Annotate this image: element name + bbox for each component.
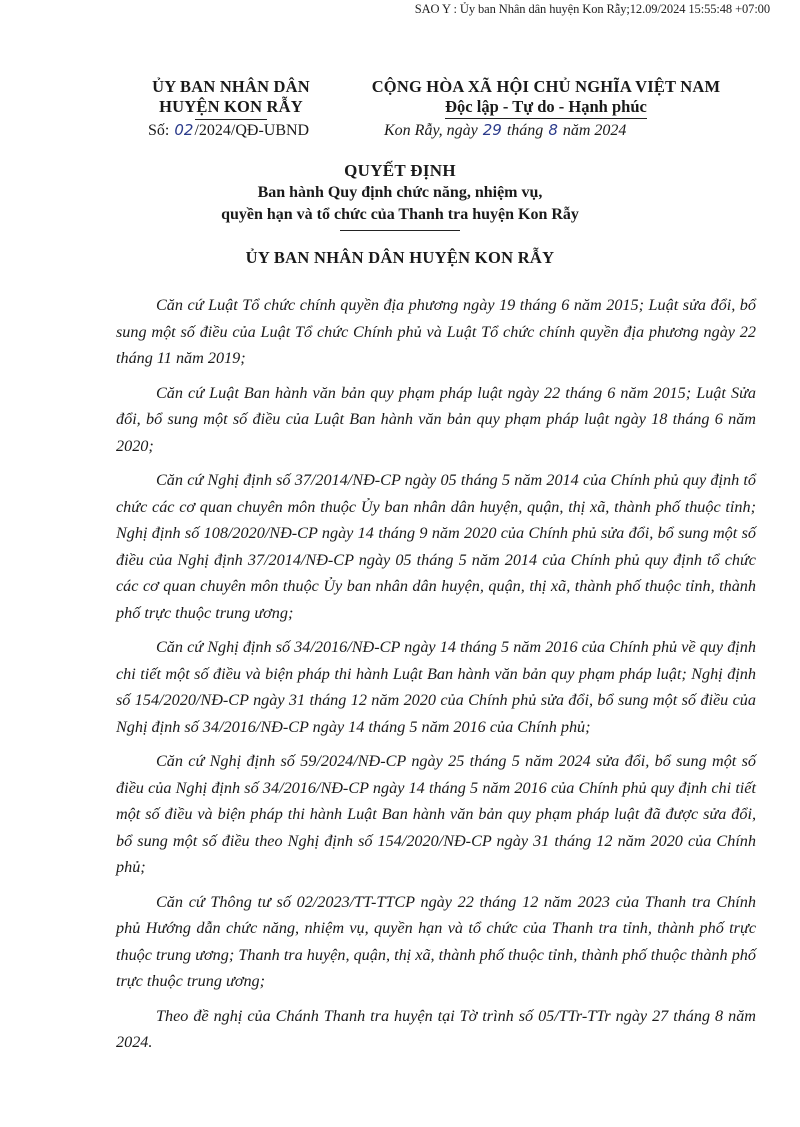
org-line-2: HUYỆN KON RẪY: [159, 97, 303, 116]
org-underline: [195, 119, 267, 120]
legal-basis-paragraph: Căn cứ Luật Ban hành văn bản quy phạm pháp luật ngày 22 tháng 6 năm 2015; Luật Sửa đổi, bổ sung một số điều của Luật Ban hành văn bản quy phạm pháp luật ngày 18 tháng 6 năm 2020;: [116, 383, 756, 455]
handwritten-number: 02: [174, 121, 194, 139]
handwritten-day: 29: [482, 121, 502, 139]
nation-name: CỘNG HÒA XÃ HỘI CHỦ NGHĨA VIỆT NAM: [371, 77, 721, 96]
legal-basis-paragraph: Căn cứ Nghị định số 59/2024/NĐ-CP ngày 25 tháng 5 năm 2024 sửa đổi, bổ sung một số điều của Nghị định số 34/2016/NĐ-CP ngày 14 tháng 5 năm 2016 của Chính phủ quy định chi tiết một số điều và biện pháp thi hành Luật Ban hành văn bản quy phạm pháp luật đã được sửa đổi, bổ sung một số điều theo Nghị định số 154/2020/NĐ-CP ngày 31 tháng 12 năm 2020 của Chính phủ;: [116, 752, 756, 876]
legal-bases: [116, 292, 756, 1064]
title-subject-line-2: quyền hạn và tổ chức của Thanh tra huyện Kon Rẫy: [221, 206, 579, 223]
issuing-authority: ỦY BAN NHÂN DÂN HUYỆN KON RẪY: [245, 248, 555, 267]
legal-basis-paragraph: Căn cứ Thông tư số 02/2023/TT-TTCP ngày 22 tháng 12 năm 2023 của Thanh tra Chính phủ Hướng dẫn chức năng, nhiệm vụ, quyền hạn và tổ chức của Thanh tra tỉnh, thành phố trực thuộc trung ương; Thanh tra huyện, quận, thị xã, thành phố thuộc tỉnh, thành phố thuộc thành phố trực thuộc trung ương;: [116, 892, 756, 990]
handwritten-month: 8: [548, 121, 558, 139]
motto: Độc lập - Tự do - Hạnh phúc: [445, 97, 647, 119]
month-label: tháng: [502, 122, 548, 139]
year-label: năm 2024: [558, 122, 627, 139]
title-subject-line-1: Ban hành Quy định chức năng, nhiệm vụ,: [257, 184, 543, 201]
issuing-organization: [116, 77, 346, 120]
national-motto: [336, 77, 756, 119]
decision-title: [0, 160, 800, 231]
number-prefix: Số:: [148, 122, 174, 139]
title-heading: QUYẾT ĐỊNH: [344, 161, 456, 180]
number-suffix: /2024/QĐ-UBND: [194, 122, 310, 139]
document-number: [148, 121, 309, 140]
document-date: [384, 121, 626, 140]
legal-basis-paragraph: Căn cứ Luật Tổ chức chính quyền địa phương ngày 19 tháng 6 năm 2015; Luật sửa đổi, bổ sung một số điều của Luật Tổ chức Chính phủ và Luật Tổ chức chính quyền địa phương ngày 22 tháng 11 năm 2019;: [116, 296, 756, 367]
org-line-1: ỦY BAN NHÂN DÂN: [152, 77, 310, 96]
date-prefix: Kon Rẫy, ngày: [384, 122, 482, 139]
title-underline: [340, 230, 460, 231]
digital-copy-stamp: SAO Y : Ủy ban Nhân dân huyện Kon Rẫy;12.09/2024 15:55:48 +07:00: [414, 2, 770, 16]
proposal-paragraph: Theo đề nghị của Chánh Thanh tra huyện tại Tờ trình số 05/TTr-TTr ngày 27 tháng 8 năm 2024.: [116, 1006, 756, 1051]
legal-basis-paragraph: Căn cứ Nghị định số 37/2014/NĐ-CP ngày 05 tháng 5 năm 2014 của Chính phủ quy định tổ chức các cơ quan chuyên môn thuộc Ủy ban nhân dân huyện, quận, thị xã, thành phố thuộc tỉnh; Nghị định số 108/2020/NĐ-CP ngày 14 tháng 9 năm 2020 của Chính phủ sửa đổi, bổ sung một số điều của Nghị định 37/2014/NĐ-CP ngày 05 tháng 5 năm 2014 của Chính phủ quy định tổ chức các cơ quan chuyên môn thuộc Ủy ban nhân dân huyện, quận, thị xã, thành phố thuộc tỉnh, thành phố trực thuộc trung ương;: [116, 471, 756, 622]
legal-basis-paragraph: Căn cứ Nghị định số 34/2016/NĐ-CP ngày 14 tháng 5 năm 2016 của Chính phủ về quy định chi tiết một số điều và biện pháp thi hành Luật Ban hành văn bản quy phạm pháp luật; Nghị định số 154/2020/NĐ-CP ngày 31 tháng 12 năm 2020 của Chính phủ sửa đổi, bổ sung một số điều của Nghị định số 34/2016/NĐ-CP ngày 14 tháng 5 năm 2016 của Chính phủ;: [116, 638, 756, 736]
